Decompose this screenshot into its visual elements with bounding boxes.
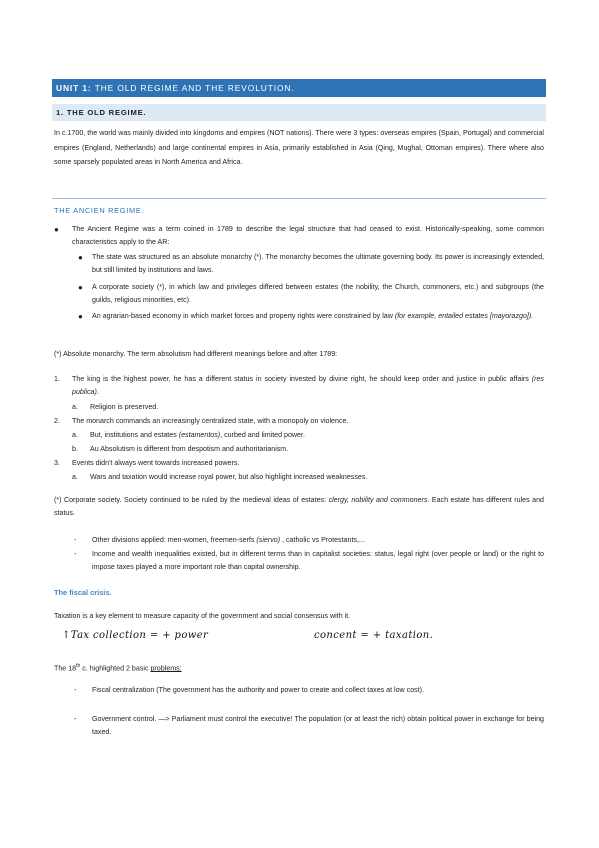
sub-bullet: A corporate society (*), in which law and privileges differed between estates (the nobility, the Church, commoners, etc.) and subgroups (the guilds, religious minorities, etc). — [92, 283, 544, 305]
ancien-regime-heading: THE ANCIEN REGIME. — [54, 206, 145, 215]
corporate-society-paragraph — [54, 494, 544, 521]
letter-item-text: But, institutions and estates — [90, 431, 177, 439]
problems-sup: th — [76, 663, 81, 669]
sub-bullet: The state was structured as an absolute monarchy (*). The monarchy becomes the ultimate governing body. Its power is increasingly extended, but still limited by institutions and laws. — [92, 253, 544, 275]
dash-item-italic: (siervo) — [256, 536, 281, 544]
handwritten-note: concent = + taxation. — [314, 630, 434, 641]
intro-paragraph: In c.1700, the world was mainly divided into kingdoms and empires (NOT nations). There were 3 types: overseas empires (Spain, Portugal) and commercial empires (England, Netherlands) and large continental empires in Asia, primarily established in Asia (Qing, Mughal, Ottoman empires). There where also some sparsely populated areas in North America and Africa. — [54, 129, 544, 167]
dash-marker: - — [74, 536, 77, 544]
bullet-icon: ● — [78, 253, 83, 262]
dash-item — [92, 534, 365, 547]
section-title: 1. THE OLD REGIME. — [52, 104, 546, 121]
problems-mid: c. highlighted 2 basic — [80, 664, 151, 673]
sub-bullet-text: An agrarian-based economy in which market forces and property rights were constrained by law — [92, 312, 393, 320]
problems-underlined: problems: — [150, 664, 182, 673]
absolute-monarchy-heading: (*) Absolute monarchy. The term absolutism had different meanings before and after 1789: — [54, 350, 338, 358]
corporate-tail: . Each estate has different rules and status. — [54, 496, 544, 518]
dash-item-tail: , catholic vs Protestants,... — [280, 536, 365, 544]
numbered-item-italic: (res publica) — [72, 375, 544, 397]
numbered-item-tail: . — [96, 388, 99, 397]
dash-marker: - — [74, 550, 77, 558]
dash-item: Income and wealth inequalities existed, but in different terms than in capitalist societies: status, legal right (over people or land) or the right to impose taxes played a more important role than capital ownership. — [92, 550, 544, 572]
numbered-item — [72, 373, 544, 400]
problem-item: Government control. —> Parliament must control the executive! The population (or at least the rich) obtain political power in exchange for being taxed. — [92, 715, 544, 737]
ancien-bullet: The Ancient Regime was a term coined in 1789 to describe the legal structure that had ceased to exist. Historically-speaking, some common characteristics apply to the AR: — [72, 225, 544, 247]
sub-bullet — [92, 310, 544, 323]
letter-item: Au Absolutism is different from despotism and authoritarianism. — [90, 445, 289, 453]
numbered-item: Events didn't always went towards increased powers. — [72, 459, 240, 467]
list-letter: a. — [72, 403, 78, 411]
dash-item-text: Other divisions applied: men-women, freemen-serfs — [92, 536, 255, 544]
problem-item: Fiscal centralization (The government has the authority and power to create and collect taxes at low cost). — [92, 686, 424, 694]
letter-item: Wars and taxation would increase royal power, but also highlight increased weaknesses. — [90, 473, 368, 481]
list-number: 2. — [54, 417, 60, 425]
letter-item — [90, 429, 305, 442]
fiscal-crisis-heading: The fiscal crisis. — [54, 588, 112, 597]
dash-marker: - — [74, 715, 77, 723]
numbered-item-text: The king is the highest power, he has a different status in society invested by divine right, he should keep order and justice in public affairs — [72, 375, 529, 383]
bullet-icon: ● — [78, 312, 83, 321]
corporate-italic: clergy, nobility and commoners — [328, 496, 428, 504]
dash-marker: - — [74, 686, 77, 694]
problems-heading — [54, 660, 182, 676]
list-number: 3. — [54, 459, 60, 467]
fiscal-intro: Taxation is a key element to measure capacity of the government and social consensus with it. — [54, 612, 351, 620]
unit-title: THE OLD REGIME AND THE REVOLUTION. — [91, 83, 295, 93]
divider — [52, 198, 546, 199]
letter-item-italic: (estamentos) — [178, 431, 221, 439]
corporate-heading: (*) Corporate society. Society continued to be ruled by the medieval ideas of estates: — [54, 496, 327, 504]
bullet-icon: ● — [78, 283, 83, 292]
problems-pre: The 18 — [54, 664, 77, 673]
list-letter: a. — [72, 431, 78, 439]
numbered-item: The monarch commands an increasingly centralized state, with a monopoly on violence. — [72, 417, 349, 425]
unit-title-prefix: UNIT 1: — [56, 83, 92, 93]
letter-item: Religion is preserved. — [90, 403, 159, 411]
list-letter: a. — [72, 473, 78, 481]
sub-bullet-italic: (for example, entailed estates [mayorazgo]). — [394, 312, 534, 320]
list-letter: b. — [72, 445, 78, 453]
handwritten-note: ↑Tax collection = + power — [62, 630, 209, 641]
unit-title-bar — [52, 79, 546, 97]
bullet-icon: ● — [54, 225, 59, 234]
list-number: 1. — [54, 375, 60, 383]
letter-item-tail: , curbed and limited power. — [220, 431, 305, 439]
